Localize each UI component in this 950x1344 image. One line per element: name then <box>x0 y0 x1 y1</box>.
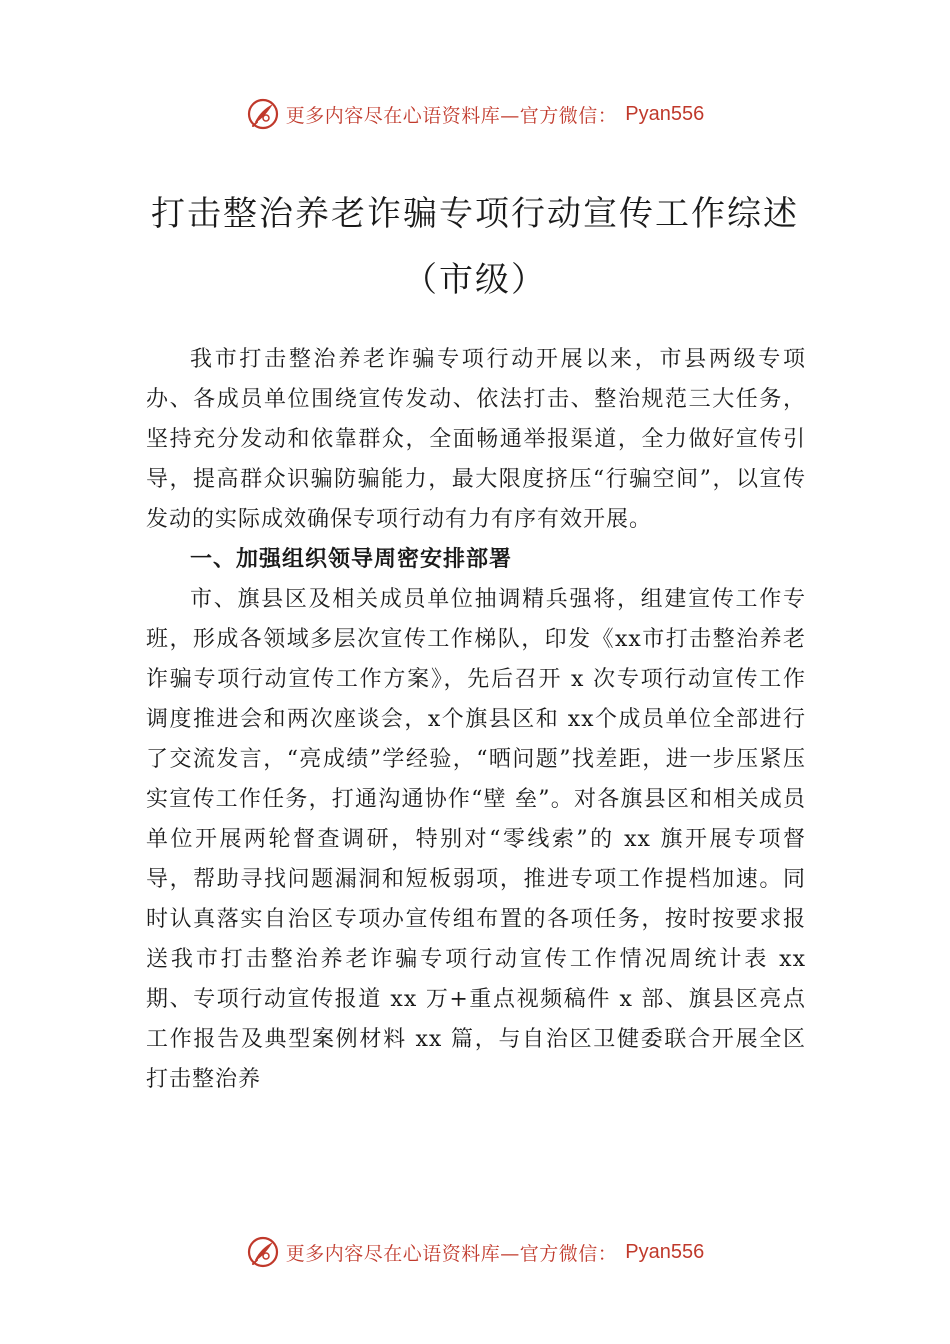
document-title: 打击整治养老诈骗专项行动宣传工作综述 <box>151 194 799 234</box>
watermark-text: 更多内容尽在心语资料库—官方微信： <box>285 104 618 127</box>
document-body <box>146 340 806 1100</box>
watermark-handle: Pyan556 <box>625 1240 705 1263</box>
header-watermark <box>0 94 950 134</box>
section-heading: 一、加强组织领导周密安排部署 <box>190 547 513 572</box>
document-subtitle: （市级） <box>403 260 547 300</box>
intro-paragraph: 我市打击整治养老诈骗专项行动开展以来，市县两级专项办、各成员单位围绕宣传发动、依法打击、整治规范三大任务，坚持充分发动和依靠群众，全面畅通举报渠道，全力做好宣传引导，提高群众识骗防骗能力，最大限度挤压“行骗空间”，以宣传发动的实际成效确保专项行动有力有序有效开展。 <box>146 347 806 532</box>
footer-watermark <box>0 1232 950 1272</box>
section-paragraph: 市、旗县区及相关成员单位抽调精兵强将，组建宣传工作专班，形成各领域多层次宣传工作梯队，印发《xx市打击整治养老诈骗专项行动宣传工作方案》，先后召开 x 次专项行动宣传工作调度推进会和两次座谈会，x个旗县区和 xx个成员单位全部进行了交流发言，“亮成绩”学经验，“晒问题”找差距，进一步压紧压实宣传工作任务，打通沟通协作“壁 垒”。对各旗县区和相关成员单位开展两轮督查调研，特别对“零线索”的 xx 旗开展专项督导，帮助寻找问题漏洞和短板弱项，推进专项工作提档加速。同时认真落实自治区专项办宣传组布置的各项任务，按时按要求报送我市打击整治养老诈骗专项行动宣传工作情况周统计表 xx 期、专项行动宣传报道 xx 万+重点视频稿件 x 部、旗县区亮点工作报告及典型案例材料 xx 篇，与自治区卫健委联合开展全区打击整治养 <box>146 587 806 1092</box>
watermark-handle: Pyan556 <box>625 102 705 125</box>
watermark-text: 更多内容尽在心语资料库—官方微信： <box>285 1242 618 1265</box>
quill-seal-icon <box>246 1235 280 1269</box>
quill-seal-icon <box>246 97 280 131</box>
